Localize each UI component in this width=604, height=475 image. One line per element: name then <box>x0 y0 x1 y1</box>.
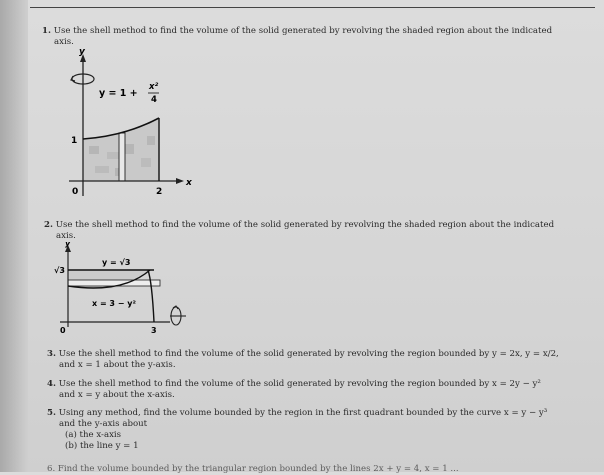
problem-1 <box>42 26 552 48</box>
figure-1 <box>55 48 195 208</box>
problem-text-cont: axis. <box>54 37 74 47</box>
problem-text: Using any method, find the volume bounded by the region in the first quadrant bounded by the curve x = y − y³ <box>58 408 548 418</box>
shell-strip <box>119 133 125 181</box>
problem-text-cont: and x = y about the x-axis. <box>59 390 175 400</box>
curve-label-lhs: y = 1 + <box>99 88 138 99</box>
line-label: y = √3 <box>102 258 131 267</box>
part-b: (b) the line y = 1 <box>65 441 139 451</box>
rotation-arrow-icon <box>170 306 186 325</box>
problem-5 <box>47 408 547 452</box>
origin-label: 0 <box>72 187 79 197</box>
x-axis-label: x <box>186 178 192 188</box>
curve-label-num: x² <box>149 82 159 92</box>
cutoff-line: 6. Find the volume bounded by the triangular region bounded by the lines 2x + y = 4, x = 1 ... <box>47 464 459 474</box>
problem-number: 3. <box>47 349 56 359</box>
problem-text: Use the shell method to find the volume of the solid generated by revolving the shaded region about the indicated <box>53 26 553 36</box>
problem-2 <box>44 220 554 242</box>
problem-text: Use the shell method to find the volume of the solid generated by revolving the shaded region about the indicated <box>55 220 555 230</box>
y-axis-label: y <box>65 242 71 248</box>
problem-4 <box>47 379 541 401</box>
problem-number: 5. <box>47 408 56 418</box>
problem-number: 4. <box>47 379 56 389</box>
figure-1-svg <box>55 48 195 208</box>
origin-label: 0 <box>60 326 66 335</box>
problem-number: 2. <box>44 220 53 230</box>
curve-label: x = 3 − y² <box>92 299 136 308</box>
curve-label-den: 4 <box>151 95 157 105</box>
figure-2-svg <box>52 242 192 337</box>
shell-strip <box>68 280 160 286</box>
figure-2 <box>52 242 192 337</box>
problem-text-cont: and x = 1 about the y-axis. <box>59 360 176 370</box>
tick-x-label: 3 <box>151 326 157 335</box>
problem-text-cont: axis. <box>56 231 76 241</box>
problem-text: Use the shell method to find the volume of the solid generated by revolving the region bounded by y = 2x, y = x/2, <box>58 349 559 359</box>
page-edge-shadow <box>0 0 28 472</box>
tick-x-label: 2 <box>156 187 163 197</box>
tick-y-label: √3 <box>54 266 65 275</box>
part-a: (a) the x-axis <box>65 430 122 440</box>
top-rule <box>30 7 595 8</box>
tick-y-label: 1 <box>71 136 78 146</box>
problem-number: 1. <box>42 26 51 36</box>
problem-text: Use the shell method to find the volume of the solid generated by revolving the region bounded by x = 2y − y² <box>58 379 541 389</box>
problem-text-cont: and the y-axis about <box>59 419 148 429</box>
y-axis-label: y <box>79 48 85 57</box>
problem-3 <box>47 349 559 371</box>
